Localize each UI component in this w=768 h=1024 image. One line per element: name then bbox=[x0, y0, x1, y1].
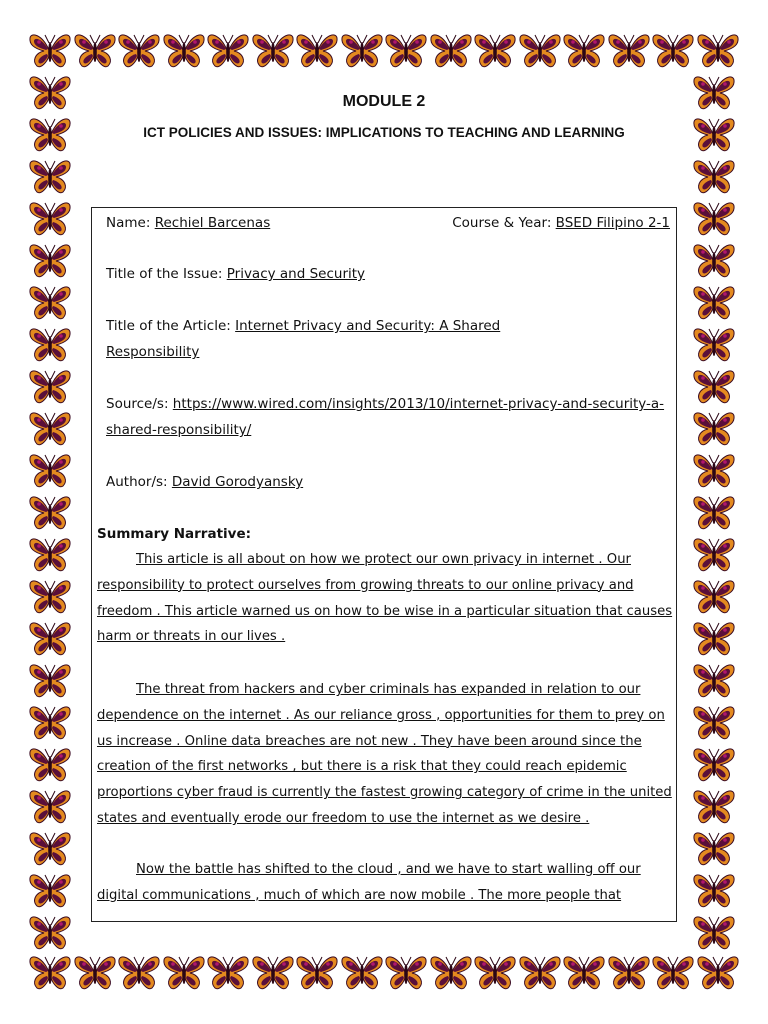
butterfly-icon bbox=[162, 952, 206, 992]
butterfly-icon bbox=[28, 744, 72, 784]
author-label: Author/s: bbox=[106, 474, 168, 490]
butterfly-icon bbox=[28, 660, 72, 700]
butterfly-icon bbox=[518, 30, 562, 70]
butterfly-icon bbox=[28, 156, 72, 196]
article-field bbox=[106, 313, 586, 365]
module-subtitle: ICT POLICIES AND ISSUES: IMPLICATIONS TO TEACHING AND LEARNING bbox=[143, 125, 625, 140]
name-value: Rechiel Barcenas bbox=[154, 215, 271, 231]
butterfly-icon bbox=[562, 952, 606, 992]
butterfly-icon bbox=[473, 30, 517, 70]
butterfly-border-bottom bbox=[28, 952, 740, 1004]
butterfly-icon bbox=[692, 786, 736, 826]
butterfly-icon bbox=[692, 240, 736, 280]
butterfly-icon bbox=[162, 30, 206, 70]
butterfly-icon bbox=[28, 492, 72, 532]
butterfly-icon bbox=[28, 450, 72, 490]
name-label: Name: bbox=[106, 215, 151, 231]
course-field bbox=[452, 210, 670, 236]
butterfly-icon bbox=[692, 282, 736, 322]
butterfly-icon bbox=[518, 952, 562, 992]
module-title: MODULE 2 bbox=[342, 93, 426, 110]
source-label: Source/s: bbox=[106, 396, 169, 412]
butterfly-icon bbox=[28, 576, 72, 616]
author-value: David Gorodyansky bbox=[171, 474, 304, 490]
butterfly-icon bbox=[692, 366, 736, 406]
butterfly-icon bbox=[28, 282, 72, 322]
butterfly-icon bbox=[692, 618, 736, 658]
butterfly-icon bbox=[28, 702, 72, 742]
butterfly-icon bbox=[28, 534, 72, 574]
butterfly-icon bbox=[206, 30, 250, 70]
butterfly-icon bbox=[692, 870, 736, 910]
butterfly-icon bbox=[28, 618, 72, 658]
butterfly-icon bbox=[28, 952, 72, 992]
summary-paragraph-1: This article is all about on how we protect our own privacy in internet . Our responsibility to protect ourselves from growing threats to our online privacy and freedom . This article warned us on how to be wise in a particular situation that causes harm or threats in our lives . bbox=[97, 552, 673, 645]
butterfly-icon bbox=[429, 30, 473, 70]
butterfly-icon bbox=[384, 30, 428, 70]
butterfly-icon bbox=[251, 952, 295, 992]
summary-label: Summary Narrative: bbox=[97, 526, 252, 542]
butterfly-icon bbox=[692, 912, 736, 952]
issue-label: Title of the Issue: bbox=[106, 266, 223, 282]
author-field bbox=[106, 469, 303, 495]
butterfly-border-right bbox=[692, 72, 744, 952]
summary-paragraph-3: Now the battle has shifted to the cloud , and we have to start walling off our digital communications , much of which are now mobile . The more people that bbox=[97, 862, 641, 903]
butterfly-icon bbox=[651, 30, 695, 70]
butterfly-icon bbox=[692, 156, 736, 196]
butterfly-icon bbox=[692, 408, 736, 448]
butterfly-icon bbox=[73, 30, 117, 70]
butterfly-icon bbox=[692, 324, 736, 364]
butterfly-icon bbox=[28, 828, 72, 868]
butterfly-icon bbox=[692, 492, 736, 532]
butterfly-icon bbox=[607, 30, 651, 70]
butterfly-icon bbox=[651, 952, 695, 992]
source-link[interactable]: https://www.wired.com/insights/2013/10/internet-privacy-and-security-a-shared-responsibility/ bbox=[106, 396, 665, 438]
butterfly-icon bbox=[295, 952, 339, 992]
butterfly-icon bbox=[340, 30, 384, 70]
assignment-form bbox=[91, 207, 677, 922]
butterfly-icon bbox=[28, 198, 72, 238]
article-label: Title of the Article: bbox=[106, 318, 231, 334]
butterfly-icon bbox=[28, 912, 72, 952]
butterfly-icon bbox=[692, 576, 736, 616]
butterfly-icon bbox=[28, 870, 72, 910]
butterfly-border-left bbox=[28, 72, 80, 952]
butterfly-icon bbox=[696, 30, 740, 70]
summary-paragraph-2: The threat from hackers and cyber criminals has expanded in relation to our dependence on the internet . As our reliance gross , opportunities for them to prey on us increase . Online data breaches are not new . They have been around since the creation of the first networks , but there is a risk that they could reach epidemic proportions cyber fraud is currently the fastest growing category of crime in the united states and eventually erode our freedom to use the internet as we desire . bbox=[97, 682, 672, 826]
butterfly-icon bbox=[28, 240, 72, 280]
butterfly-icon bbox=[607, 952, 651, 992]
butterfly-icon bbox=[473, 952, 517, 992]
butterfly-icon bbox=[28, 786, 72, 826]
butterfly-icon bbox=[251, 30, 295, 70]
butterfly-icon bbox=[429, 952, 473, 992]
butterfly-icon bbox=[28, 366, 72, 406]
butterfly-icon bbox=[692, 198, 736, 238]
butterfly-icon bbox=[295, 30, 339, 70]
issue-value: Privacy and Security bbox=[226, 266, 366, 282]
butterfly-border-top bbox=[28, 30, 740, 82]
source-field bbox=[106, 391, 672, 443]
butterfly-icon bbox=[340, 952, 384, 992]
issue-field bbox=[106, 261, 365, 287]
butterfly-icon bbox=[73, 952, 117, 992]
butterfly-icon bbox=[28, 408, 72, 448]
butterfly-icon bbox=[28, 30, 72, 70]
butterfly-icon bbox=[117, 30, 161, 70]
butterfly-icon bbox=[384, 952, 428, 992]
course-value: BSED Filipino 2-1 bbox=[555, 215, 670, 231]
butterfly-icon bbox=[692, 660, 736, 700]
butterfly-icon bbox=[28, 324, 72, 364]
butterfly-icon bbox=[692, 534, 736, 574]
article-value: Internet Privacy and Security: A Shared Responsibility bbox=[106, 318, 501, 360]
course-label: Course & Year: bbox=[452, 215, 552, 231]
butterfly-icon bbox=[692, 450, 736, 490]
butterfly-icon bbox=[696, 952, 740, 992]
butterfly-icon bbox=[692, 744, 736, 784]
butterfly-icon bbox=[692, 702, 736, 742]
butterfly-icon bbox=[117, 952, 161, 992]
butterfly-icon bbox=[692, 828, 736, 868]
butterfly-icon bbox=[562, 30, 606, 70]
butterfly-icon bbox=[206, 952, 250, 992]
